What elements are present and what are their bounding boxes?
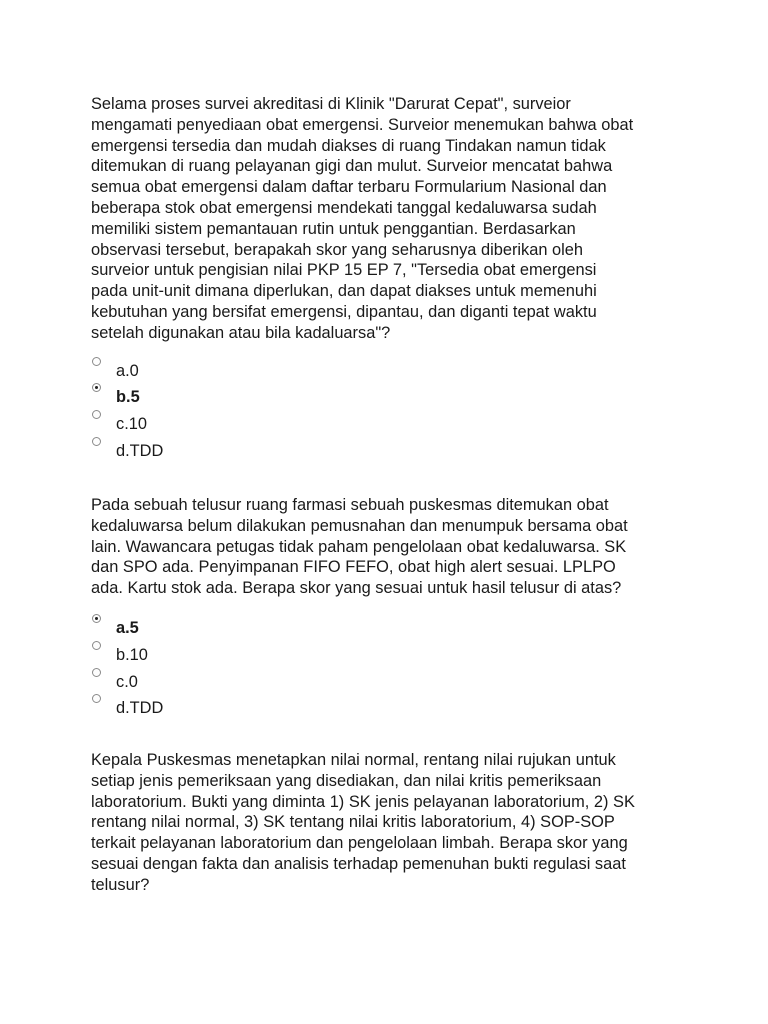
radio-button[interactable] xyxy=(92,410,101,419)
option-label[interactable]: a.0 xyxy=(116,361,139,380)
radio-button-selected[interactable] xyxy=(92,383,101,392)
option-label[interactable]: a.5 xyxy=(116,618,139,637)
radio-button-selected[interactable] xyxy=(92,614,101,623)
question-text: Selama proses survei akreditasi di Klinik "Darurat Cepat", surveior mengamati penyediaan obat emergensi. Surveior menemukan bahwa obat emergensi tersedia dan mudah diakses di ruang Tindakan namun tidak ditemukan di ruang pelayanan gigi dan mulut. Surveior mencatat bahwa semua obat emergensi dalam daftar terbaru Formularium Nasional dan beberapa stok obat emergensi mendekati tanggal kedaluwarsa sudah memiliki sistem pemantauan rutin untuk penggantian. Berdasarkan observasi tersebut, berapakah skor yang seharusnya diberikan oleh surveior untuk pengisian nilai PKP 15 EP 7, "Tersedia obat emergensi pada unit-unit dimana diperlukan, dan dapat diakses untuk memenuhi kebutuhan yang bersifat emergensi, dipantau, dan diganti tepat waktu setelah digunakan atau bila kadaluarsa"? xyxy=(91,95,634,342)
radio-button[interactable] xyxy=(92,694,101,703)
answer-option[interactable] xyxy=(91,357,691,384)
answer-option[interactable] xyxy=(91,641,691,668)
question-2 xyxy=(91,495,691,721)
option-label[interactable]: c.0 xyxy=(116,672,138,691)
question-3 xyxy=(91,750,691,896)
answer-option[interactable] xyxy=(91,694,691,721)
answer-option[interactable] xyxy=(91,383,691,410)
option-label[interactable]: b.10 xyxy=(116,645,148,664)
radio-button[interactable] xyxy=(92,357,101,366)
answer-options xyxy=(91,357,691,464)
option-label[interactable]: d.TDD xyxy=(116,699,164,718)
question-1 xyxy=(91,94,691,464)
question-text: Pada sebuah telusur ruang farmasi sebuah puskesmas ditemukan obat kedaluwarsa belum dilakukan pemusnahan dan menumpuk bersama obat lain. Wawancara petugas tidak paham pengelolaan obat kedaluwarsa. SK dan SPO ada. Penyimpanan FIFO FEFO, obat high alert sesuai. LPLPO ada. Kartu stok ada. Berapa skor yang sesuai untuk hasil telusur di atas? xyxy=(91,496,628,598)
answer-options xyxy=(91,614,691,721)
option-label[interactable]: d.TDD xyxy=(116,441,164,460)
question-text: Kepala Puskesmas menetapkan nilai normal, rentang nilai rujukan untuk setiap jenis pemeriksaan yang disediakan, dan nilai kritis pemeriksaan laboratorium. Bukti yang diminta 1) SK jenis pelayanan laboratorium, 2) SK rentang nilai normal, 3) SK tentang nilai kritis laboratorium, 4) SOP-SOP terkait pelayanan laboratorium dan pengelolaan limbah. Berapa skor yang sesuai dengan fakta dan analisis terhadap pemenuhan bukti regulasi saat telusur? xyxy=(91,751,635,894)
option-label[interactable]: c.10 xyxy=(116,415,147,434)
radio-button[interactable] xyxy=(92,641,101,650)
answer-option[interactable] xyxy=(91,410,691,437)
answer-option[interactable] xyxy=(91,668,691,695)
answer-option[interactable] xyxy=(91,437,691,464)
radio-button[interactable] xyxy=(92,437,101,446)
radio-button[interactable] xyxy=(92,668,101,677)
option-label[interactable]: b.5 xyxy=(116,388,140,407)
answer-option[interactable] xyxy=(91,614,691,641)
